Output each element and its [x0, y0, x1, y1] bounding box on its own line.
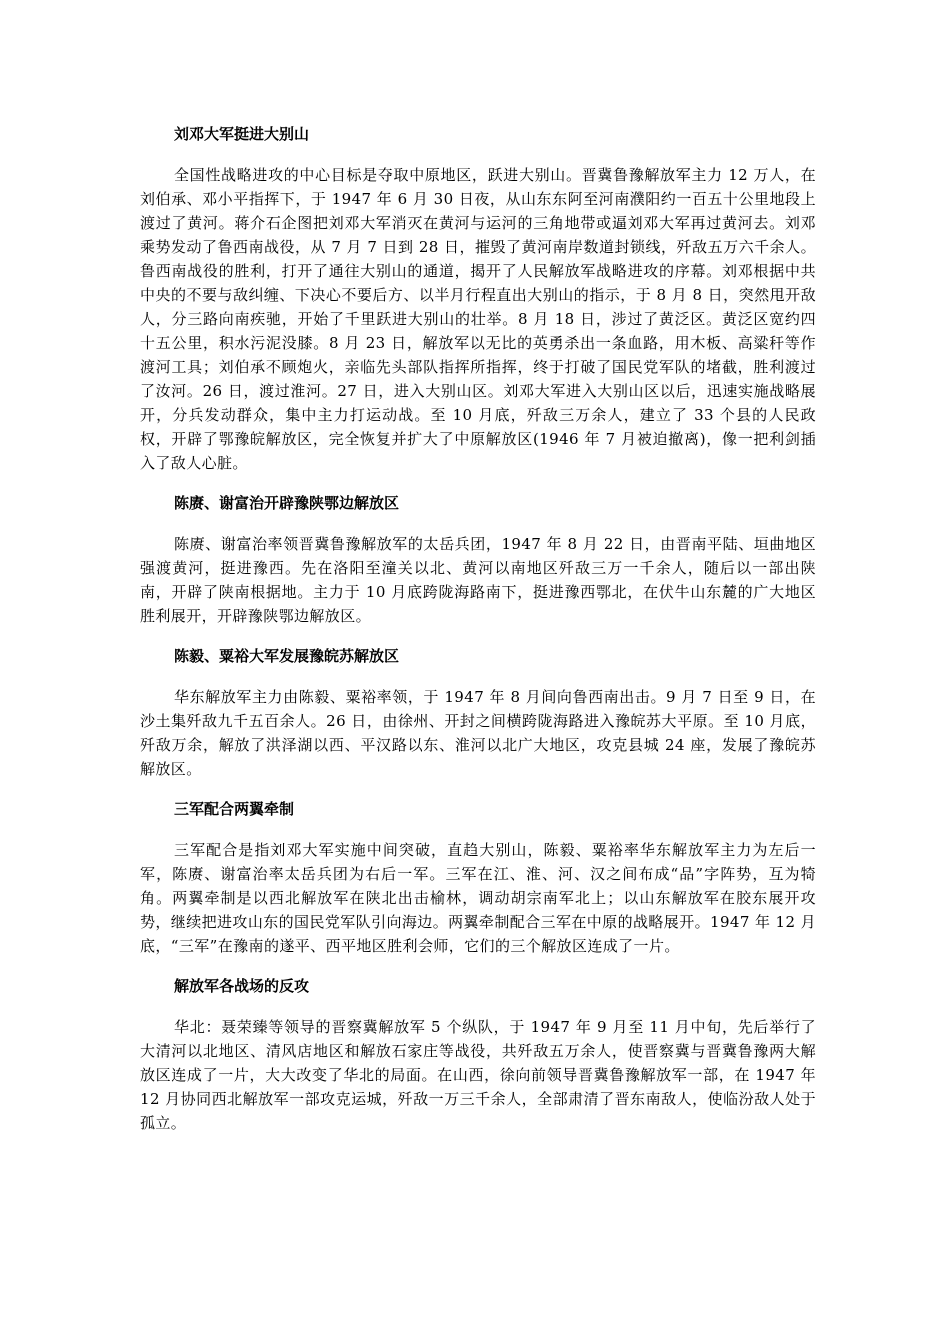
section-chen-su	[140, 645, 816, 798]
section-heading: 三军配合两翼牵制	[174, 800, 295, 818]
section-paragraph: 华东解放军主力由陈毅、粟裕率领，于 1947 年 8 月间向鲁西南出击。9 月 7 日至 9 日，在沙土集歼敌九千五百余人。26 日，由徐州、开封之间横跨陇海路进入豫皖苏大平原。至 10 月底，歼敌万余，解放了洪泽湖以西、平汉路以东、淮河以北广大地区，攻克县城 24 座，发展了豫皖苏解放区。	[140, 688, 816, 778]
section-three-armies	[140, 798, 816, 975]
section-heading: 解放军各战场的反攻	[174, 977, 310, 995]
document-page	[140, 123, 816, 1135]
section-heading: 刘邓大军挺进大别山	[174, 125, 310, 143]
section-paragraph: 陈赓、谢富治率领晋冀鲁豫解放军的太岳兵团，1947 年 8 月 22 日，由晋南平陆、垣曲地区强渡黄河，挺进豫西。先在洛阳至潼关以北、黄河以南地区歼敌三万一千余人，随后以一部出陕南，开辟了陕南根据地。主力于 10 月底跨陇海路南下，挺进豫西鄂北，在伏牛山东麓的广大地区胜利展开，开辟豫陕鄂边解放区。	[140, 535, 816, 625]
section-liu-deng	[140, 123, 816, 492]
section-paragraph: 三军配合是指刘邓大军实施中间突破，直趋大别山，陈毅、粟裕率华东解放军主力为左后一军，陈赓、谢富治率太岳兵团为右后一军。三军在江、淮、河、汉之间布成“品”字阵势，互为犄角。两翼牵制是以西北解放军在陕北出击榆林，调动胡宗南军北上；以山东解放军在胶东展开攻势，继续把进攻山东的国民党军队引向海边。两翼牵制配合三军在中原的战略展开。1947 年 12 月底，“三军”在豫南的遂平、西平地区胜利会师，它们的三个解放区连成了一片。	[140, 841, 816, 955]
section-paragraph: 华北：聂荣臻等领导的晋察冀解放军 5 个纵队，于 1947 年 9 月至 11 月中旬，先后举行了大清河以北地区、清风店地区和解放石家庄等战役，共歼敌五万余人，使晋察冀与晋冀鲁豫两大解放区连成了一片，大大改变了华北的局面。在山西，徐向前领导晋冀鲁豫解放军一部，在 1947 年 12 月协同西北解放军一部攻克运城，歼敌一万三千余人，全部肃清了晋东南敌人，使临汾敌人处于孤立。	[140, 1018, 816, 1132]
section-counteroffensive	[140, 975, 816, 1135]
section-chen-xie	[140, 492, 816, 645]
section-heading: 陈毅、粟裕大军发展豫皖苏解放区	[174, 647, 400, 665]
section-heading: 陈赓、谢富治开辟豫陕鄂边解放区	[174, 494, 400, 512]
section-paragraph: 全国性战略进攻的中心目标是夺取中原地区，跃进大别山。晋冀鲁豫解放军主力 12 万人，在刘伯承、邓小平指挥下，于 1947 年 6 月 30 日夜，从山东东阿至河南濮阳约一百五十公里地段上渡过了黄河。蒋介石企图把刘邓大军消灭在黄河与运河的三角地带或逼刘邓大军再过黄河去。刘邓乘势发动了鲁西南战役，从 7 月 7 日到 28 日，摧毁了黄河南岸数道封锁线，歼敌五万六千余人。鲁西南战役的胜利，打开了通往大别山的通道，揭开了人民解放军战略进攻的序幕。刘邓根据中共中央的不要与敌纠缠、下决心不要后方、以半月行程直出大别山的指示，于 8 月 8 日，突然甩开敌人，分三路向南疾驰，开始了千里跃进大别山的壮举。8 月 18 日，涉过了黄泛区。黄泛区宽约四十五公里，积水污泥没膝。8 月 23 日，解放军以无比的英勇杀出一条血路，用木板、高粱秆等作渡河工具；刘伯承不顾炮火，亲临先头部队指挥所指挥，终于打破了国民党军队的堵截，胜利渡过了汝河。26 日，渡过淮河。27 日，进入大别山区。刘邓大军进入大别山区以后，迅速实施战略展开，分兵发动群众，集中主力打运动战。至 10 月底，歼敌三万余人，建立了 33 个县的人民政权，开辟了鄂豫皖解放区，完全恢复并扩大了中原解放区(1946 年 7 月被迫撤离)，像一把利剑插入了敌人心脏。	[140, 166, 816, 472]
